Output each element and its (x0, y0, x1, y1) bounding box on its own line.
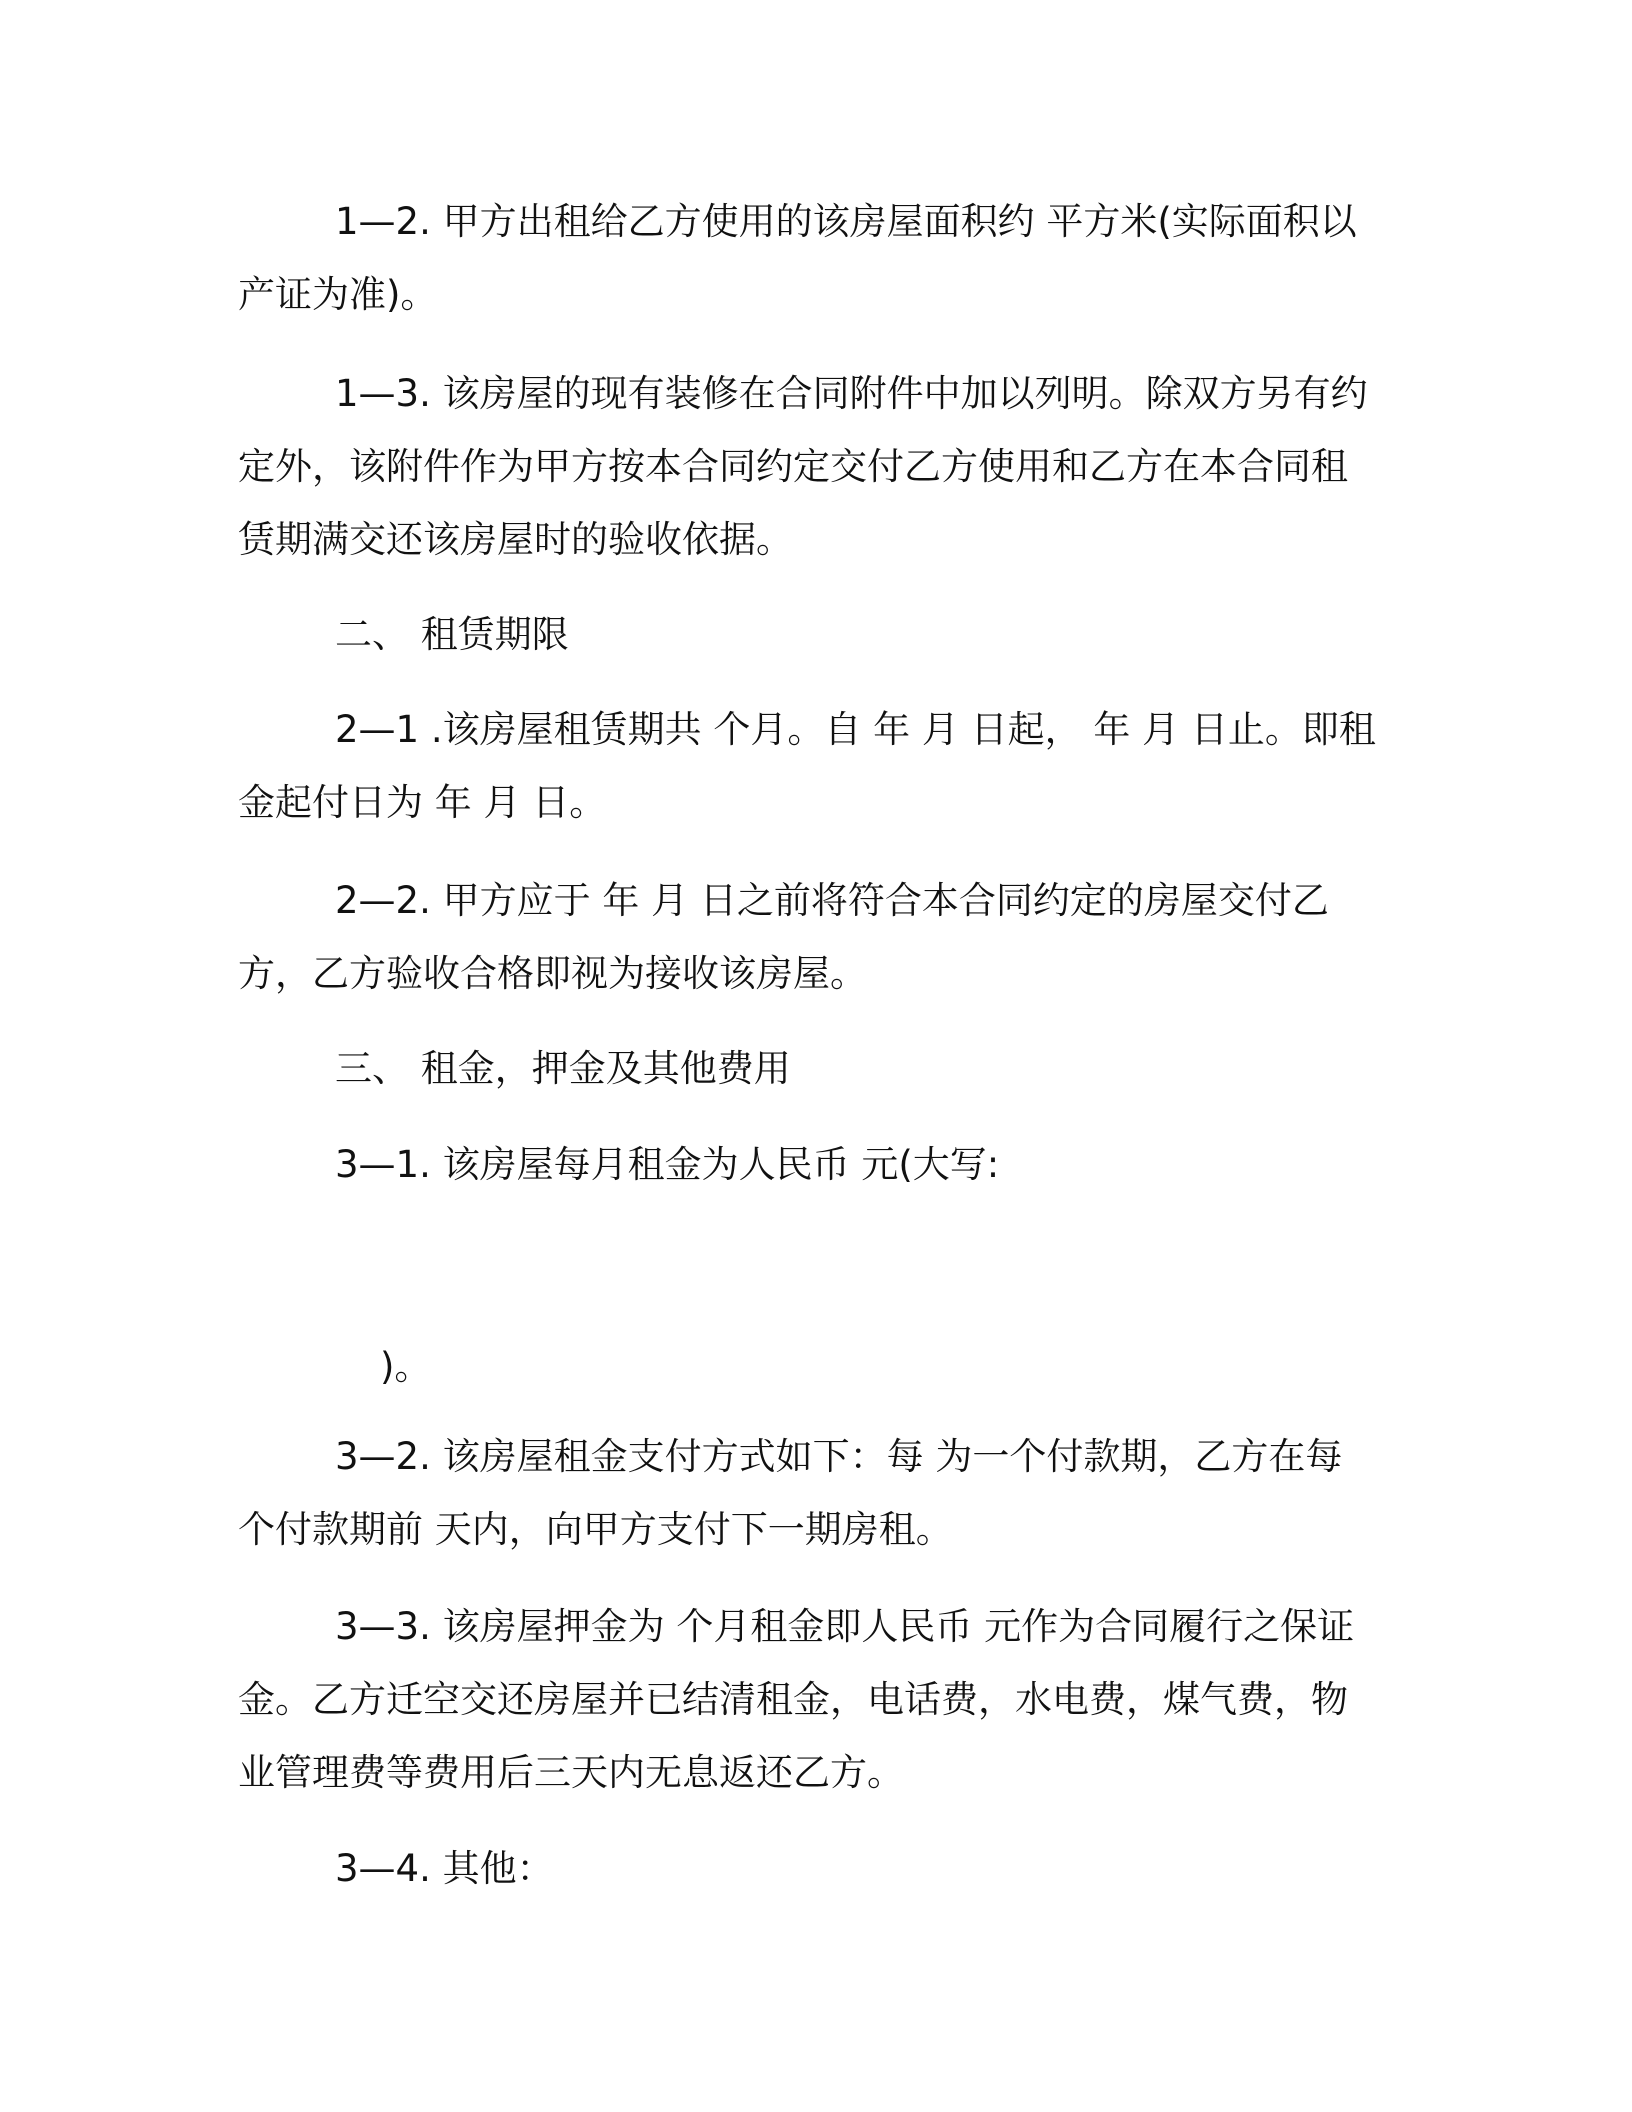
clause-2-1: 2—1 .该房屋租赁期共 个月。自 年 月 日起， 年 月 日止。即租金起付日为 年 月 日。 (238, 708, 1376, 824)
clause-3-2: 3—2. 该房屋租金支付方式如下：每 为一个付款期，乙方在每个付款期前 天内，向甲方支付下一期房租。 (238, 1435, 1343, 1551)
clause-3-4: 3—4. 其他： (335, 1847, 554, 1890)
clause-2-2: 2—2. 甲方应于 年 月 日之前将符合本合同约定的房屋交付乙方，乙方验收合格即视为接收该房屋。 (238, 879, 1329, 995)
clause-1-2: 1—2. 甲方出租给乙方使用的该房屋面积约 平方米(实际面积以产证为准)。 (238, 200, 1357, 316)
clause-1-3: 1—3. 该房屋的现有装修在合同附件中加以列明。除双方另有约定外，该附件作为甲方按本合同约定交付乙方使用和乙方在本合同租赁期满交还该房屋时的验收依据。 (238, 372, 1368, 561)
clause-3-3: 3—3. 该房屋押金为 个月租金即人民币 元作为合同履行之保证金。乙方迁空交还房屋并已结清租金，电话费，水电费，煤气费，物业管理费等费用后三天内无息返还乙方。 (238, 1605, 1355, 1794)
clause-3-1-closing: )。 (380, 1345, 432, 1388)
clause-3-1: 3—1. 该房屋每月租金为人民币 元(大写: (335, 1143, 1000, 1186)
section-heading-3: 三、 租金，押金及其他费用 (335, 1047, 791, 1090)
section-heading-2: 二、 租赁期限 (335, 613, 569, 656)
